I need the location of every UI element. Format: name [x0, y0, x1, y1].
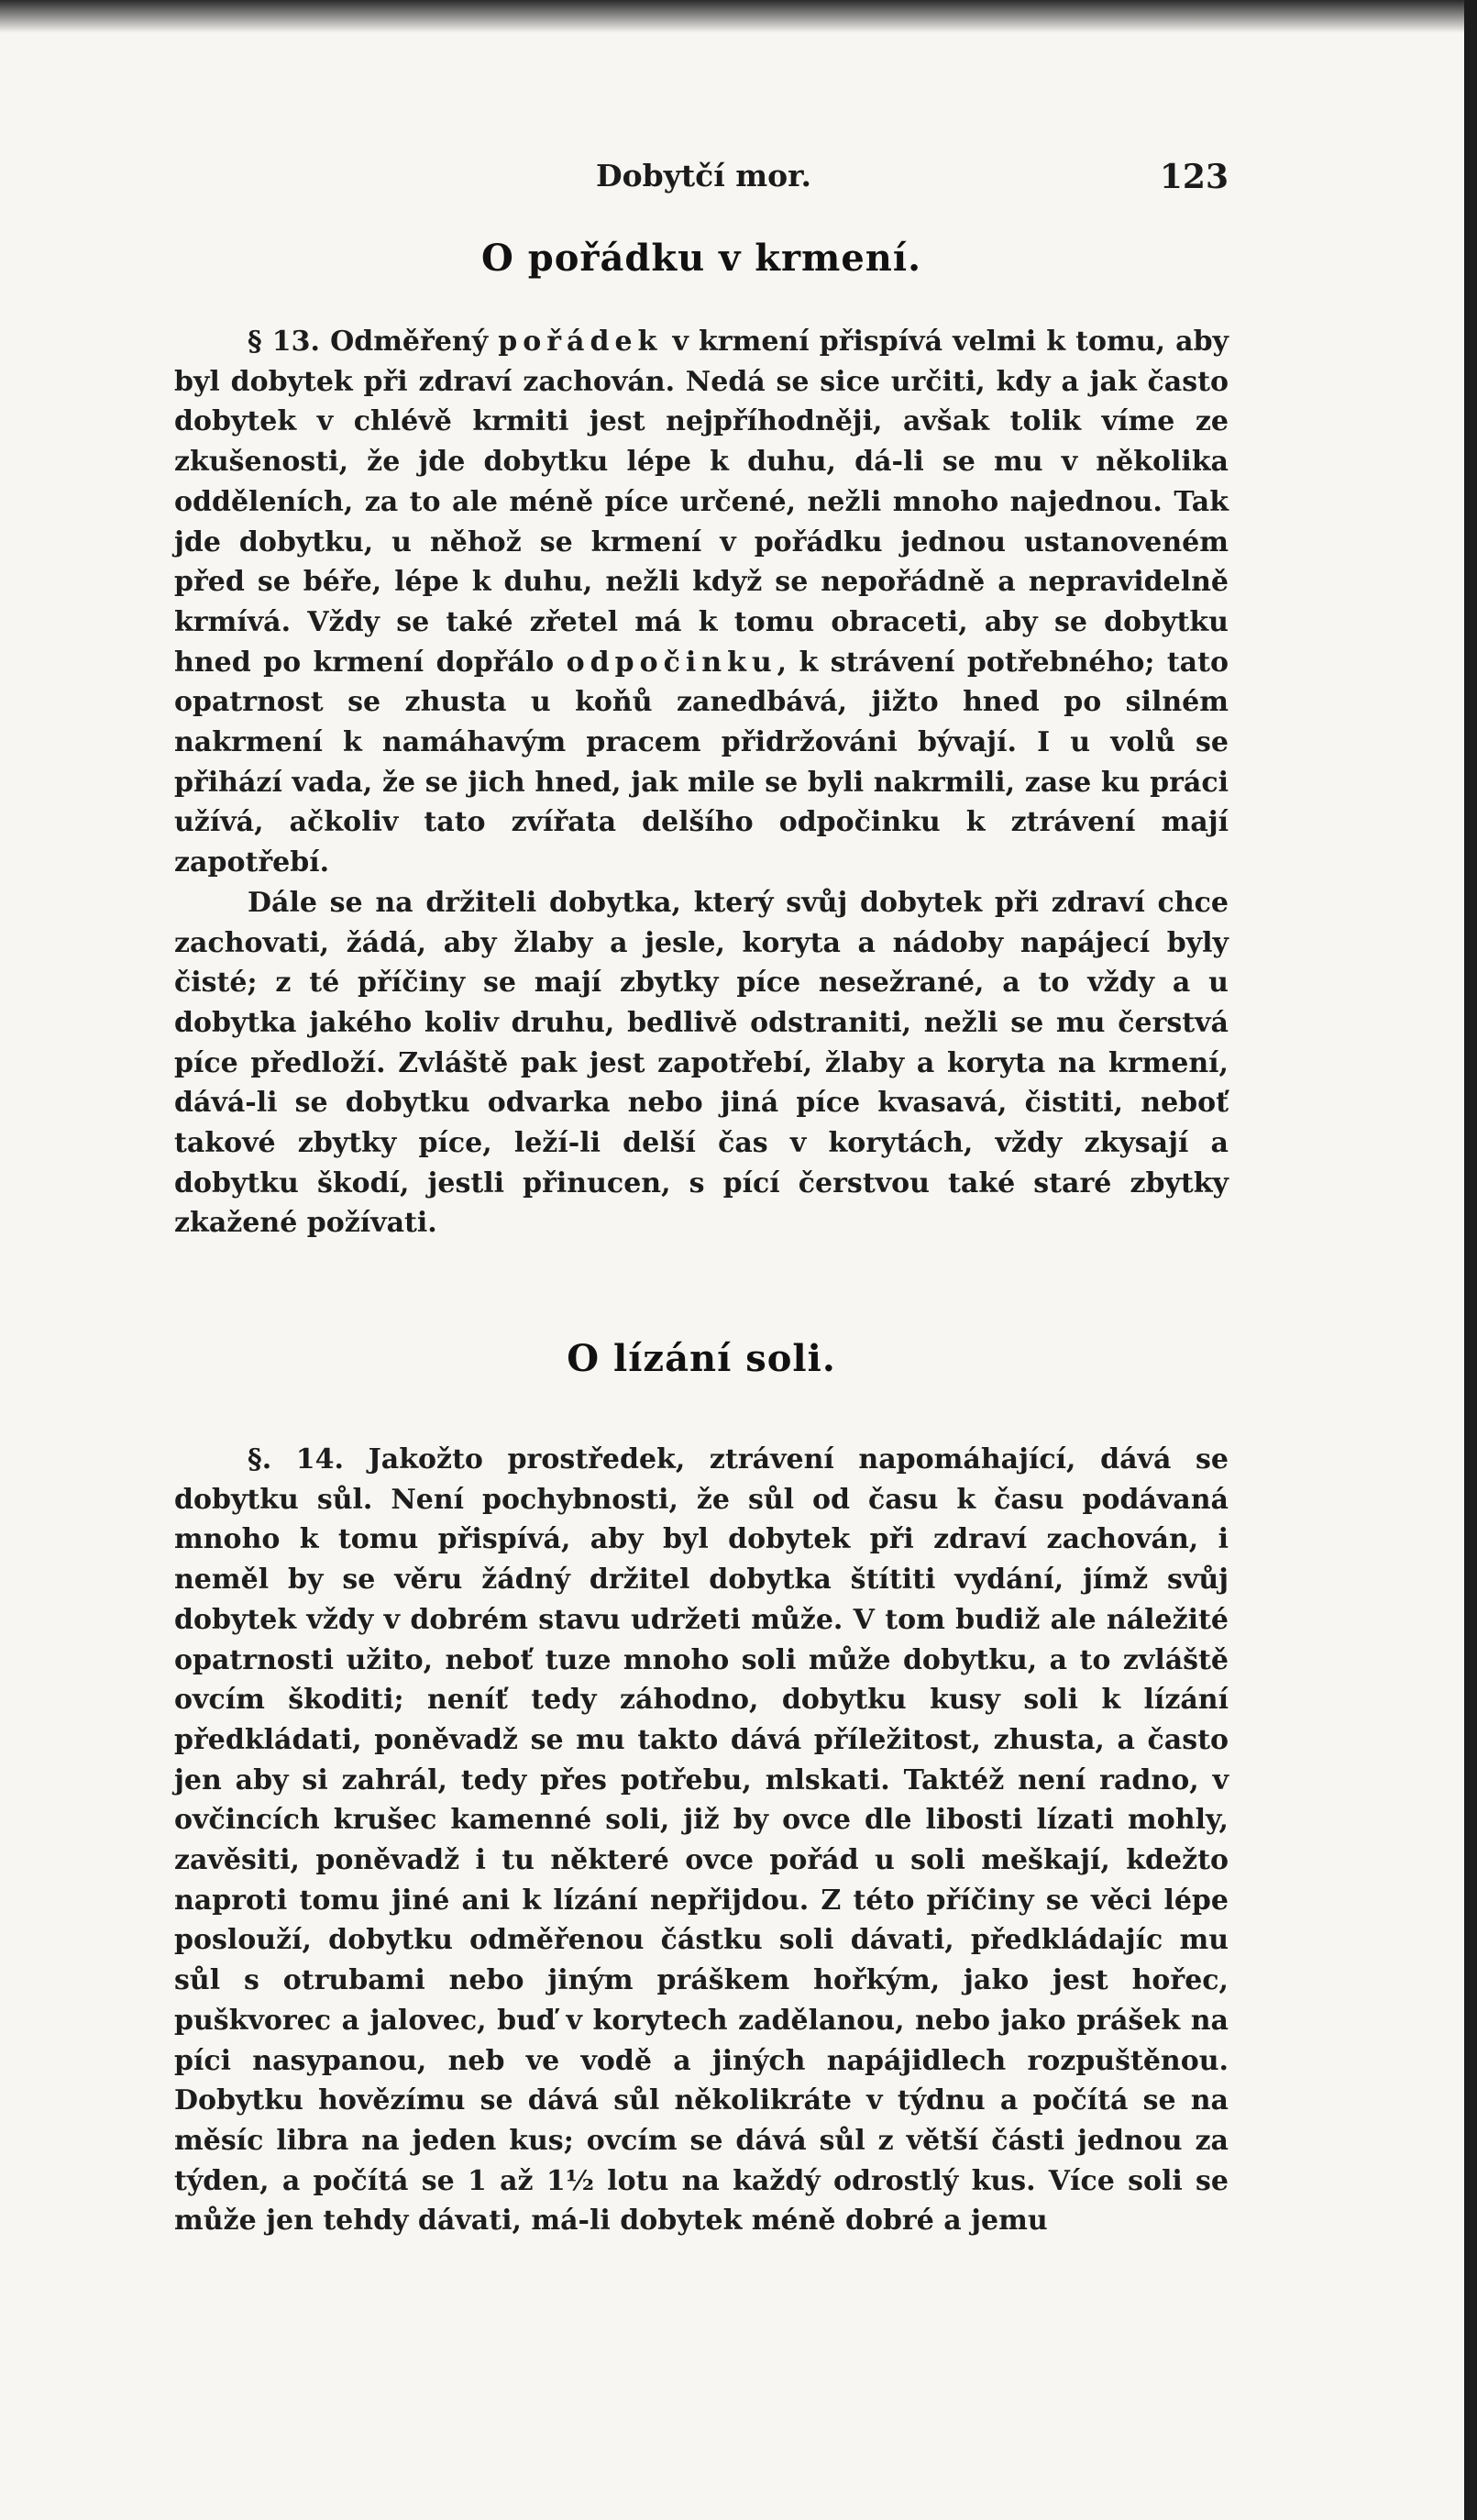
running-head — [174, 158, 1229, 213]
paragraph-14: §. 14. Jakožto prostředek, ztrávení napomáhající, dává se dobytku sůl. Není pochybnosti, že sůl od času k času podávaná mnoho k tomu přispívá, aby byl dobytek při zdraví zachován, i neměl by se věru žádný držitel dobytka štítiti vydání, jímž svůj dobytek vždy v dobrém stavu udržeti může. V tom budiž ale náležité opatrnosti užito, neboť tuze mnoho soli může dobytku, a to zvláště ovcím škoditi; neníť tedy záhodno, dobytku kusy soli k lízání předkládati, poněvadž se mu takto dává příležitost, zhusta, a často jen aby si zahrál, tedy přes potřebu, mlskati. Taktéž není radno, v ovčincích krušec kamenné soli, již by ovce dle libosti lízati mohly, zavěsiti, poněvadž i tu některé ovce pořád u soli meškají, kdežto naproti tomu jiné ani k lízání nepřijdou. Z této příčiny se věci lépe poslouží, dobytku odměřenou částku soli dávati, předkládajíc mu sůl s otrubami nebo jiným práškem hořkým, jako jest hořec, puškvorec a jalovec, buď v korytech zadělanou, nebo jako prášek na píci nasypanou, neb ve vodě a jiných napájidlech rozpuštěnou. Dobytku hovězímu se dává sůl několikráte v týdnu a počítá se na měsíc libra na jeden kus; ovcím se dává sůl z větší části jednou za týden, a počítá se 1 až 1½ lotu na každý odrostlý kus. Více soli se může jen tehdy dávati, má-li dobytek méně dobré a jemu — [174, 1443, 1229, 2238]
paragraph-13-emphasis: pořádek — [498, 326, 663, 358]
paragraph-cleanliness: Dále se na držiteli dobytka, který svůj dobytek při zdraví chce zachovati, žádá, aby žlaby a jesle, koryta a nádoby napájecí byly čisté; z té příčiny se mají zbytky píce nesežrané, a to vždy a u dobytka jakého koliv druhu, bedlivě odstraniti, nežli se mu čerstvá píce předloží. Zvláště pak jest zapotřebí, žlaby a koryta na krmení, dává-li se dobytku odvarka nebo jiná píce kvasavá, čistiti, neboť takové zbytky píce, leží-li delší čas v korytách, vždy zkysají a dobytku škodí, jestli přinucen, s pící čerstvou také staré zbytky zkažené požívati. — [174, 886, 1229, 1240]
paragraph-13-end: , k strávení potřebného; tato opatrnost se zhusta u koňů zanedbává, jižto hned po silném nakrmení k namáhavým pracem přidržováni bývají. I u volů se přihází vada, že se jich hned, jak mile se byli nakrmili, zase ku práci užívá, ačkoliv tato zvířata delšího odpočinku k ztrávení mají zapotřebí. — [174, 646, 1229, 879]
paragraph-13 — [174, 322, 1229, 883]
scan-edge-top — [0, 0, 1477, 33]
paragraph-13-middle: v krmení přispívá velmi k tomu, aby byl dobytek při zdraví zachován. Nedá se sice určiti, kdy a jak často dobytek v chlévě krmiti jest nejpříhodněji, avšak tolik víme ze zkušenosti, že jde dobytku lépe k duhu, dá-li se mu v několika odděleních, za to ale méně píce určené, nežli mnoho najednou. Tak jde dobytku, u něhož se krmení v pořádku jednou ustanoveném před se béře, lépe k duhu, nežli když se nepořádně a nepravidelně krmívá. Vždy se také zřetel má k tomu obraceti, aby se dobytku hned po krmení dopřálo — [174, 326, 1229, 679]
paragraph-13-start: § 13. Odměřený — [248, 326, 499, 358]
page-number: 123 — [1159, 158, 1229, 196]
section-heading-salt: O lízání soli. — [567, 1337, 836, 1380]
paragraph-13-emphasis-2: odpočinku — [566, 646, 777, 679]
section-body-feeding-order — [174, 322, 1229, 1243]
section-heading-feeding-order: O pořádku v krmení. — [480, 237, 922, 280]
scan-edge-right — [1464, 0, 1477, 2520]
section-body-salt — [174, 1440, 1229, 2241]
running-head-title: Dobytčí mor. — [596, 158, 812, 193]
